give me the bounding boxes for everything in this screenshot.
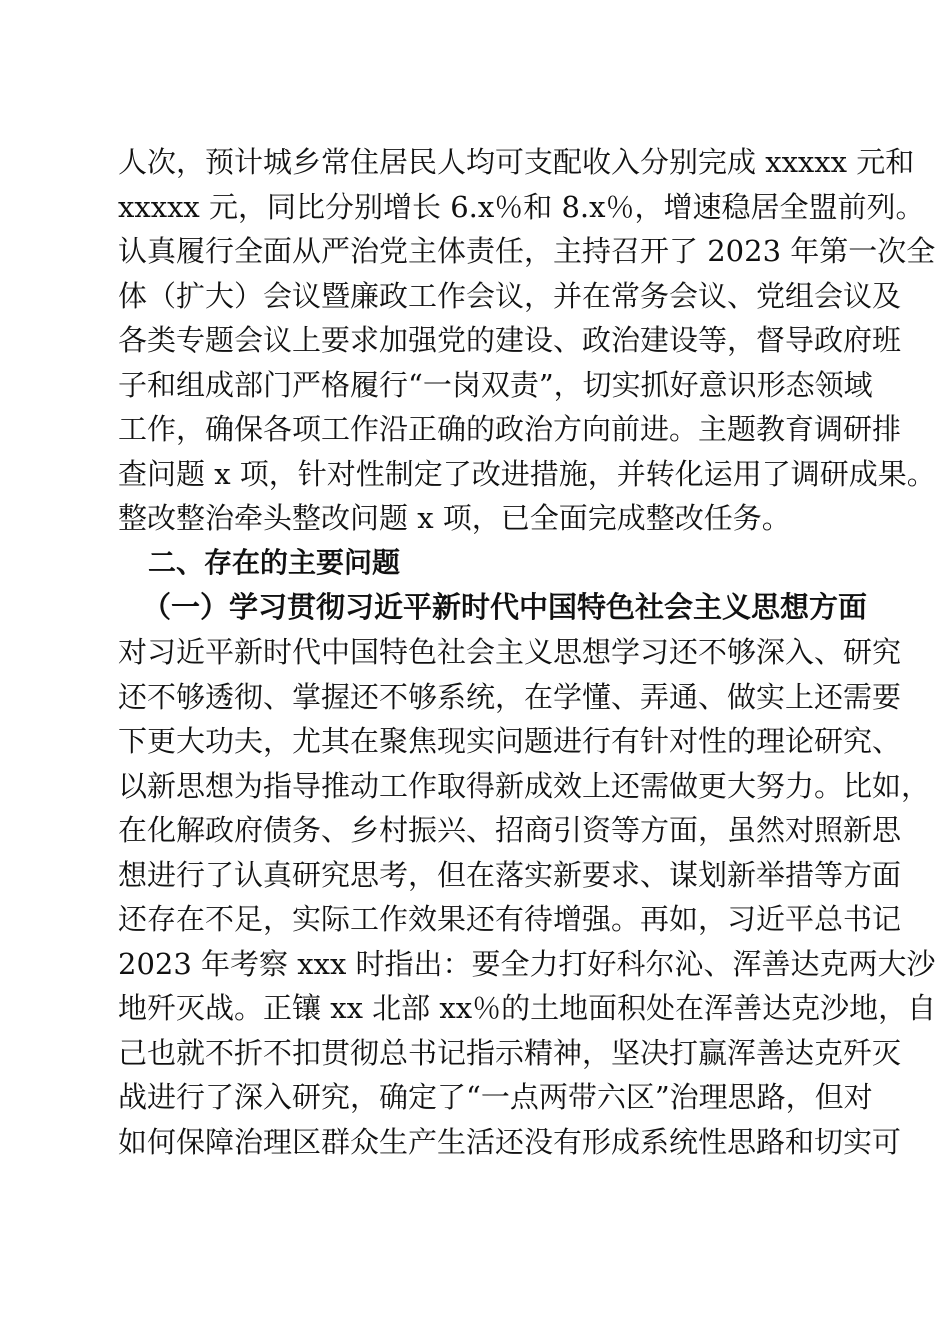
text-line: 地歼灭战。正镶 xx 北部 xx％的土地面积处在浑善达克沙地，自 <box>118 991 937 1026</box>
paragraph-problems <box>118 630 937 1165</box>
text-line: 战进行了深入研究，确定了“一点两带六区”治理思路，但对 <box>118 1080 873 1115</box>
text-line: 己也就不折不扣贯彻总书记指示精神，坚决打赢浑善达克歼灭 <box>118 1035 902 1070</box>
text-line: 在化解政府债务、乡村振兴、招商引资等方面，虽然对照新思 <box>118 813 902 848</box>
section-heading: 二、存在的主要问题 <box>148 545 401 579</box>
text-line: 以新思想为指导推动工作取得新成效上还需做更大努力。比如， <box>118 768 931 803</box>
text-line: 各类专题会议上要求加强党的建设、政治建设等，督导政府班 <box>118 323 902 358</box>
text-line: xxxxx 元，同比分别增长 6.x％和 8.x％，增速稳居全盟前列。 <box>118 189 925 224</box>
text-line: 对习近平新时代中国特色社会主义思想学习还不够深入、研究 <box>118 635 902 670</box>
text-line: 子和组成部门严格履行“一岗双责”，切实抓好意识形态领域 <box>118 367 873 402</box>
text-line: 2023 年考察 xxx 时指出：要全力打好科尔沁、浑善达克两大沙 <box>118 946 936 981</box>
text-line: 工作，确保各项工作沿正确的政治方向前进。主题教育调研排 <box>118 412 902 447</box>
document-page <box>118 140 937 1165</box>
text-line: 查问题 x 项，针对性制定了改进措施，并转化运用了调研成果。 <box>118 456 936 491</box>
text-line: 还不够透彻、掌握还不够系统，在学懂、弄通、做实上还需要 <box>118 679 902 714</box>
text-line: 认真履行全面从严治党主体责任，主持召开了 2023 年第一次全 <box>118 234 936 269</box>
text-line: 下更大功夫，尤其在聚焦现实问题进行有针对性的理论研究、 <box>118 724 902 759</box>
text-line: 还存在不足，实际工作效果还有待增强。再如，习近平总书记 <box>118 902 902 937</box>
subsection-heading: （一）学习贯彻习近平新时代中国特色社会主义思想方面 <box>142 590 868 625</box>
text-line: 整改整治牵头整改问题 x 项，已全面完成整改任务。 <box>118 501 791 536</box>
text-line: 想进行了认真研究思考，但在落实新要求、谋划新举措等方面 <box>118 857 902 892</box>
text-line: 人次，预计城乡常住居民人均可支配收入分别完成 xxxxx 元和 <box>118 145 915 179</box>
text-line: 体（扩大）会议暨廉政工作会议，并在常务会议、党组会议及 <box>118 278 902 313</box>
text-line: 如何保障治理区群众生产生活还没有形成系统性思路和切实可 <box>118 1125 902 1160</box>
paragraph-achievements <box>118 140 936 541</box>
